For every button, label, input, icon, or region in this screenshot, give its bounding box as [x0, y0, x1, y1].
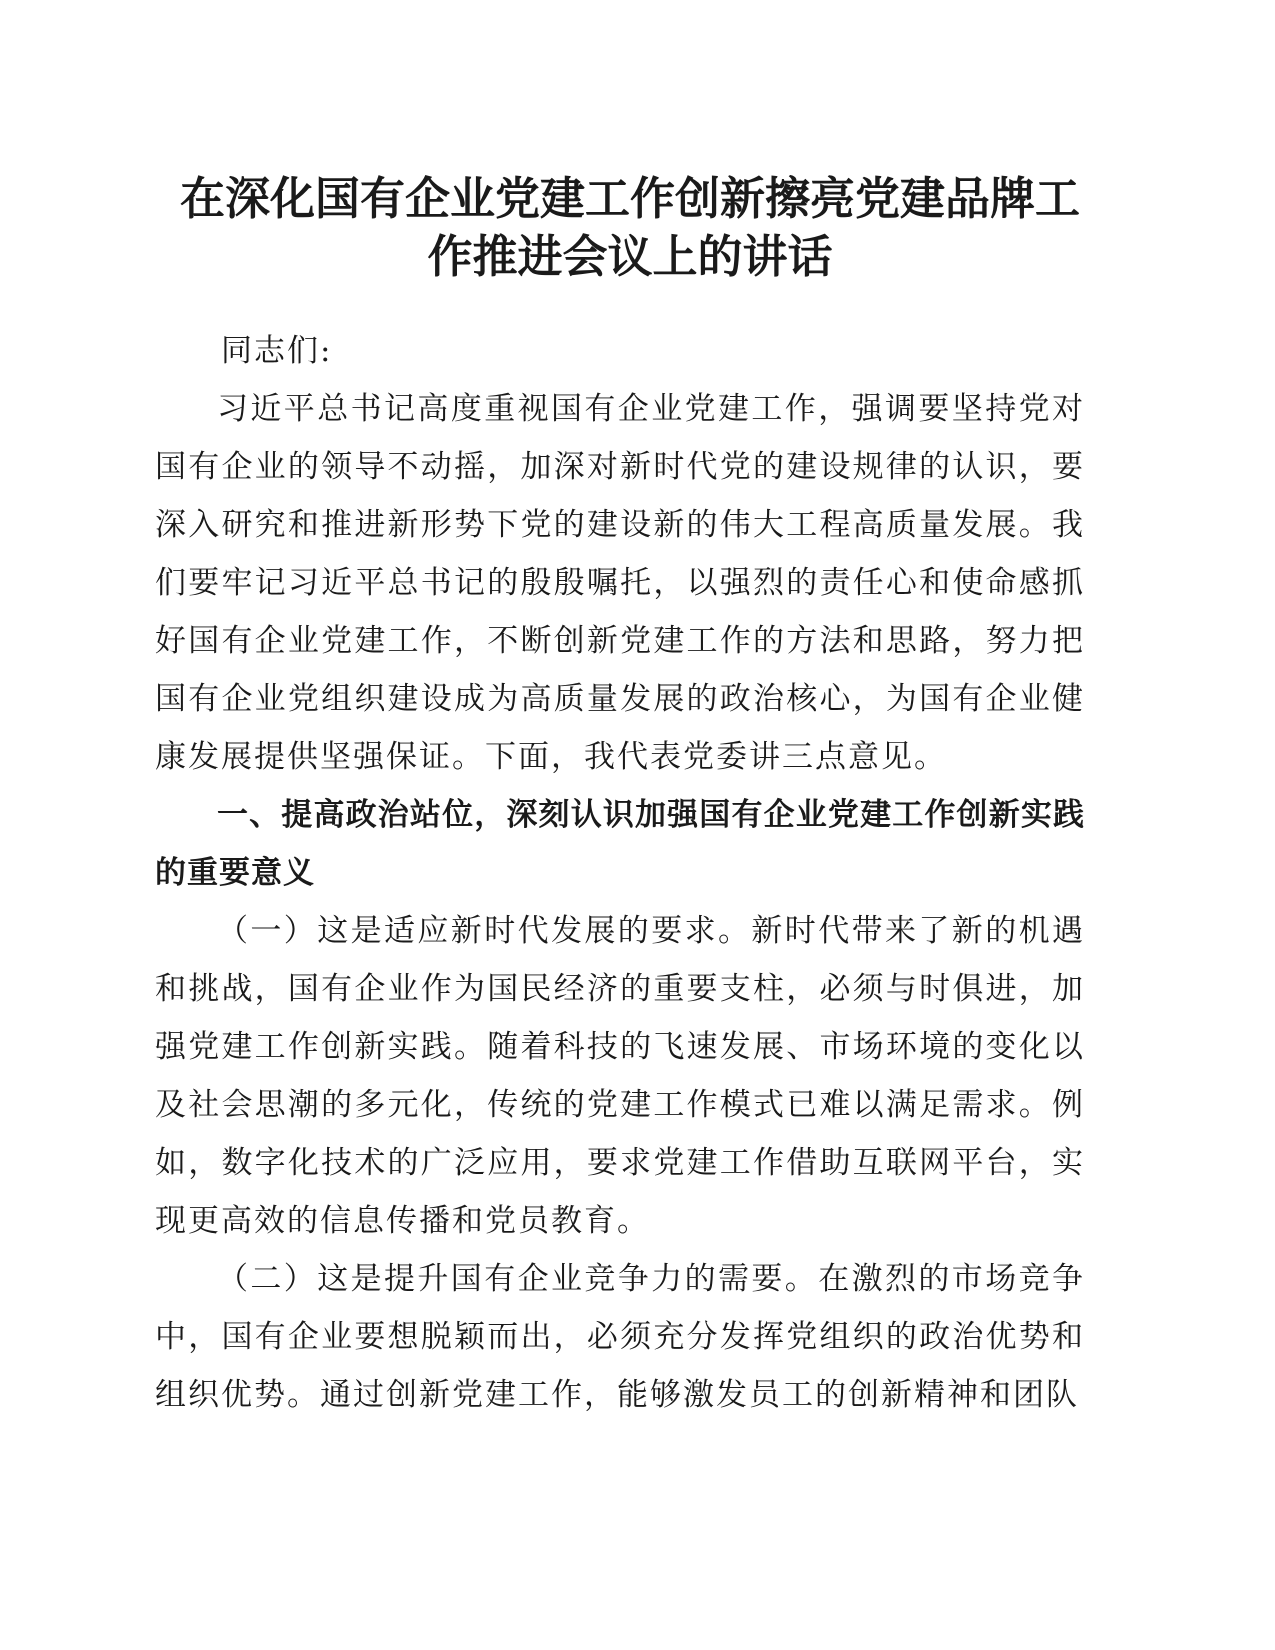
greeting: 同志们: [221, 333, 333, 369]
document-body [155, 322, 1085, 1424]
section-heading-1: 一、提高政治站位，深刻认识加强国有企业党建工作创新实践的重要意义 [155, 797, 1085, 891]
intro-paragraph: 习近平总书记高度重视国有企业党建工作，强调要坚持党对国有企业的领导不动摇，加深对新时代党的建设规律的认识，要深入研究和推进新形势下党的建设新的伟大工程高质量发展。我们要牢记习近平总书记的殷殷嘱托，以强烈的责任心和使命感抓好国有企业党建工作，不断创新党建工作的方法和思路，努力把国有企业党组织建设成为高质量发展的政治核心，为国有企业健康发展提供坚强保证。下面，我代表党委讲三点意见。 [155, 391, 1085, 775]
point-paragraph-1: （一）这是适应新时代发展的要求。新时代带来了新的机遇和挑战，国有企业作为国民经济的重要支柱，必须与时俱进，加强党建工作创新实践。随着科技的飞速发展、市场环境的变化以及社会思潮的多元化，传统的党建工作模式已难以满足需求。例如，数字化技术的广泛应用，要求党建工作借助互联网平台，实现更高效的信息传播和党员教育。 [155, 913, 1085, 1239]
point-paragraph-2: （二）这是提升国有企业竞争力的需要。在激烈的市场竞争中，国有企业要想脱颖而出，必须充分发挥党组织的政治优势和组织优势。通过创新党建工作，能够激发员工的创新精神和团队 [155, 1261, 1085, 1413]
document-title: 在深化国有企业党建工作创新擦亮党建品牌工作推进会议上的讲话 [179, 172, 1080, 283]
